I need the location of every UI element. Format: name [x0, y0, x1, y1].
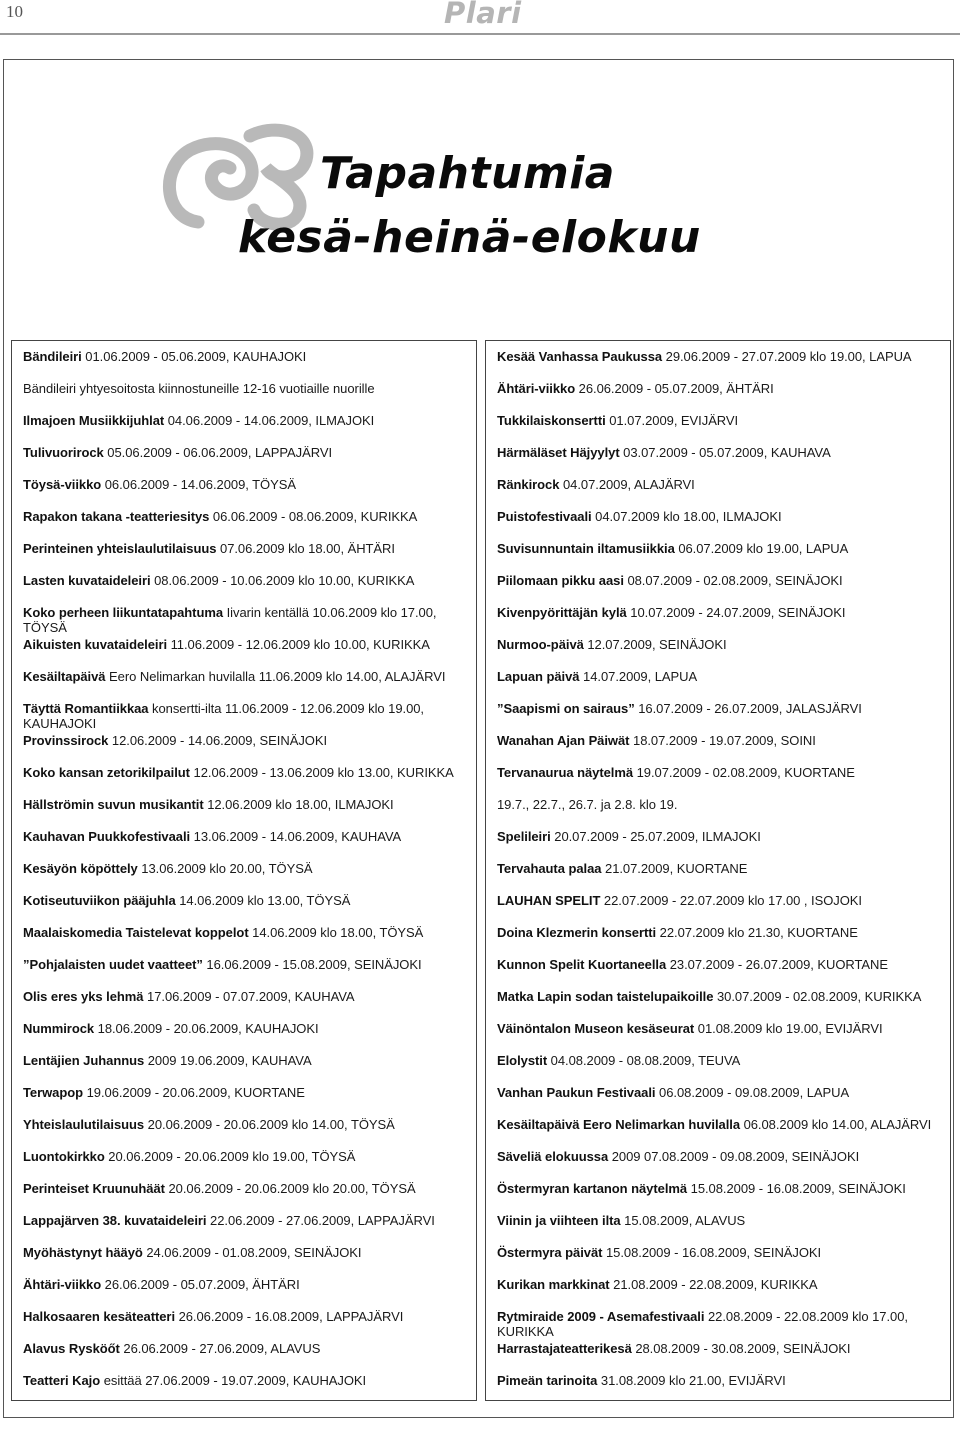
event-item	[23, 668, 476, 700]
event-details: 06.08.2009 - 09.08.2009, LAPUA	[655, 1085, 850, 1100]
event-name: Tervahauta palaa	[497, 861, 602, 876]
event-item	[497, 636, 950, 668]
event-name: Matka Lapin sodan taistelupaikoille	[497, 989, 714, 1004]
event-item	[497, 1372, 950, 1404]
event-details: 19.7., 22.7., 26.7. ja 2.8. klo 19.	[497, 797, 678, 812]
event-details: 12.07.2009, SEINÄJOKI	[583, 637, 727, 652]
event-item	[497, 1116, 950, 1148]
event-item	[23, 1308, 476, 1340]
event-details: 14.06.2009 klo 13.00, TÖYSÄ	[175, 893, 351, 908]
event-item	[23, 348, 476, 380]
event-name: Kesää Vanhassa Paukussa	[497, 349, 663, 364]
event-details: 01.08.2009 klo 19.00, EVIJÄRVI	[694, 1021, 883, 1036]
event-name: Alavus Rysköőt	[23, 1341, 120, 1356]
event-item	[23, 1244, 476, 1276]
event-name: Perinteiset Kruunuhäät	[23, 1181, 165, 1196]
event-name: Nurmoo-päivä	[497, 637, 584, 652]
event-name: Östermyra päivät	[497, 1245, 603, 1260]
event-name: Kunnon Spelit Kuortaneella	[497, 957, 667, 972]
event-details: 30.07.2009 - 02.08.2009, KURIKKA	[713, 989, 922, 1004]
event-name: Kurikan markkinat	[497, 1277, 610, 1292]
event-name: Tulivuorirock	[23, 445, 104, 460]
event-details: 13.06.2009 klo 20.00, TÖYSÄ	[137, 861, 313, 876]
event-name: LAUHAN SPELIT	[497, 893, 601, 908]
event-details: 12.06.2009 - 13.06.2009 klo 13.00, KURIKKA	[189, 765, 454, 780]
event-name: Lentäjien Juhannus	[23, 1053, 145, 1068]
event-item	[23, 476, 476, 508]
event-item	[497, 1276, 950, 1308]
event-item	[23, 1212, 476, 1244]
header-rule	[0, 33, 960, 35]
event-name: Lasten kuvataideleiri	[23, 573, 151, 588]
event-name: Viinin ja viihteen ilta	[497, 1213, 621, 1228]
event-name: Myöhästynyt hääyö	[23, 1245, 143, 1260]
event-name: Kesäiltapäivä	[23, 669, 106, 684]
event-name: Wanahan Ajan Päiwät	[497, 733, 630, 748]
event-item	[497, 956, 950, 988]
event-name: Rapakon takana -teatteriesitys	[23, 509, 210, 524]
event-name: Perinteinen yhteislaulutilaisuus	[23, 541, 217, 556]
event-item	[497, 1244, 950, 1276]
event-details: 14.07.2009, LAPUA	[579, 669, 698, 684]
event-name: Terwapop	[23, 1085, 84, 1100]
event-item	[497, 860, 950, 892]
event-details: 2009 19.06.2009, KAUHAVA	[144, 1053, 312, 1068]
event-item	[23, 444, 476, 476]
event-name: Rytmiraide 2009 - Asemafestivaali	[497, 1309, 705, 1324]
event-item	[23, 604, 476, 636]
event-details: esittää 27.06.2009 - 19.07.2009, KAUHAJOKI	[100, 1373, 367, 1388]
event-name: Kotiseutuviikon pääjuhla	[23, 893, 176, 908]
event-details: 23.07.2009 - 26.07.2009, KUORTANE	[666, 957, 889, 972]
event-name: Tukkilaiskonsertti	[497, 413, 606, 428]
event-item	[497, 412, 950, 444]
event-details: 01.07.2009, EVIJÄRVI	[605, 413, 739, 428]
event-item	[23, 860, 476, 892]
event-name: Luontokirkko	[23, 1149, 105, 1164]
event-item	[497, 380, 950, 412]
event-item	[497, 1020, 950, 1052]
event-item	[497, 892, 950, 924]
publication-name: Plari	[444, 0, 522, 30]
event-name: Teatteri Kajo	[23, 1373, 101, 1388]
event-details: 18.06.2009 - 20.06.2009, KAUHAJOKI	[94, 1021, 319, 1036]
event-name: Lappajärven 38. kuvataideleiri	[23, 1213, 207, 1228]
event-name: Puistofestivaali	[497, 509, 592, 524]
event-details: 01.06.2009 - 05.06.2009, KAUHAJOKI	[81, 349, 307, 364]
events-column-right	[485, 340, 951, 1401]
event-details: 26.06.2009 - 05.07.2009, ÄHTÄRI	[575, 381, 774, 396]
event-item	[23, 1180, 476, 1212]
event-details: 21.07.2009, KUORTANE	[601, 861, 748, 876]
event-item	[23, 540, 476, 572]
event-item	[497, 508, 950, 540]
event-details: 08.06.2009 - 10.06.2009 klo 10.00, KURIKKA	[150, 573, 415, 588]
event-name: Doina Klezmerin konsertti	[497, 925, 657, 940]
event-name: Maalaiskomedia Taistelevat koppelot	[23, 925, 249, 940]
event-details: 03.07.2009 - 05.07.2009, KAUHAVA	[619, 445, 831, 460]
event-details: 12.06.2009 klo 18.00, ILMAJOKI	[203, 797, 394, 812]
event-item	[23, 1148, 476, 1180]
event-item	[497, 668, 950, 700]
event-details: 11.06.2009 - 12.06.2009 klo 10.00, KURIKKA	[167, 637, 430, 652]
event-details: 05.06.2009 - 06.06.2009, LAPPAJÄRVI	[103, 445, 333, 460]
event-item	[497, 444, 950, 476]
event-details: 06.06.2009 - 14.06.2009, TÖYSÄ	[101, 477, 296, 492]
event-name: Koko kansan zetorikilpailut	[23, 765, 190, 780]
event-name: Aikuisten kuvataideleiri	[23, 637, 168, 652]
event-item	[23, 572, 476, 604]
event-name: Nummirock	[23, 1021, 95, 1036]
event-item	[497, 988, 950, 1020]
event-item	[497, 764, 950, 796]
event-item	[23, 924, 476, 956]
event-details: 20.06.2009 - 20.06.2009 klo 19.00, TÖYSÄ	[104, 1149, 356, 1164]
event-item	[23, 700, 476, 732]
event-item	[497, 348, 950, 380]
event-name: Kauhavan Puukkofestivaali	[23, 829, 191, 844]
event-name: Härmäläset Häjyylyt	[497, 445, 620, 460]
event-name: ”Saapismi on sairaus”	[497, 701, 635, 716]
event-name: Spelileiri	[497, 829, 551, 844]
event-details: 15.08.2009 - 16.08.2009, SEINÄJOKI	[687, 1181, 906, 1196]
event-details: 20.07.2009 - 25.07.2009, ILMAJOKI	[550, 829, 761, 844]
event-details: 2009 07.08.2009 - 09.08.2009, SEINÄJOKI	[608, 1149, 860, 1164]
event-item	[23, 1116, 476, 1148]
event-details: 18.07.2009 - 19.07.2009, SOINI	[629, 733, 816, 748]
event-details: 15.08.2009, ALAVUS	[620, 1213, 746, 1228]
event-item	[23, 1276, 476, 1308]
event-name: Piilomaan pikku aasi	[497, 573, 624, 588]
page-title: Tapahtumia	[320, 148, 615, 199]
event-name: Bändileiri	[23, 349, 82, 364]
event-item	[497, 796, 950, 828]
event-name: Töysä-viikko	[23, 477, 102, 492]
event-details: 04.07.2009 klo 18.00, ILMAJOKI	[591, 509, 782, 524]
event-details: 22.07.2009 klo 21.30, KUORTANE	[656, 925, 858, 940]
event-item	[497, 1340, 950, 1372]
event-name: Hällströmin suvun musikantit	[23, 797, 204, 812]
event-item	[497, 1180, 950, 1212]
event-item	[497, 476, 950, 508]
event-name: Pimeän tarinoita	[497, 1373, 598, 1388]
page-number: 10	[6, 2, 23, 21]
event-item	[23, 956, 476, 988]
event-details: 16.06.2009 - 15.08.2009, SEINÄJOKI	[202, 957, 422, 972]
event-details: 29.06.2009 - 27.07.2009 klo 19.00, LAPUA	[662, 349, 912, 364]
event-name: Östermyran kartanon näytelmä	[497, 1181, 688, 1196]
event-details: 06.08.2009 klo 14.00, ALAJÄRVI	[740, 1117, 932, 1132]
event-item	[497, 732, 950, 764]
page-subtitle: kesä-heinä-elokuu	[238, 212, 701, 263]
event-name: Koko perheen liikuntatapahtuma	[23, 605, 224, 620]
event-details: Eero Nelimarkan huvilalla 11.06.2009 klo 14.00, ALAJÄRVI	[105, 669, 446, 684]
event-item	[497, 1308, 950, 1340]
event-item	[497, 1084, 950, 1116]
event-name: Ähtäri-viikko	[497, 381, 576, 396]
event-item	[23, 412, 476, 444]
event-item	[497, 604, 950, 636]
event-details: 22.08.2009 - 22.08.2009 klo 17.00, KURIKKA	[497, 1309, 908, 1339]
event-name: Kivenpyörittäjän kylä	[497, 605, 627, 620]
event-item	[23, 828, 476, 860]
event-item	[497, 1148, 950, 1180]
event-item	[23, 1340, 476, 1372]
event-name: Yhteislaulutilaisuus	[23, 1117, 145, 1132]
event-name: Ilmajoen Musiikkijuhlat	[23, 413, 165, 428]
event-details: 26.06.2009 - 16.08.2009, LAPPAJÄRVI	[175, 1309, 404, 1324]
event-item	[497, 540, 950, 572]
event-name: Harrastajateatterikesä	[497, 1341, 632, 1356]
event-details: 24.06.2009 - 01.08.2009, SEINÄJOKI	[142, 1245, 362, 1260]
event-details: 21.08.2009 - 22.08.2009, KURIKKA	[609, 1277, 818, 1292]
event-details: 20.06.2009 - 20.06.2009 klo 20.00, TÖYSÄ	[164, 1181, 416, 1196]
event-item	[497, 924, 950, 956]
event-details: 17.06.2009 - 07.07.2009, KAUHAVA	[143, 989, 355, 1004]
event-details: 16.07.2009 - 26.07.2009, JALASJÄRVI	[634, 701, 862, 716]
event-item	[23, 1020, 476, 1052]
event-details: 12.06.2009 - 14.06.2009, SEINÄJOKI	[108, 733, 328, 748]
event-details: 20.06.2009 - 20.06.2009 klo 14.00, TÖYSÄ	[144, 1117, 395, 1132]
event-details: 04.08.2009 - 08.08.2009, TEUVA	[547, 1053, 741, 1068]
event-name: Ränkirock	[497, 477, 560, 492]
event-details: 22.06.2009 - 27.06.2009, LAPPAJÄRVI	[206, 1213, 435, 1228]
event-details: 26.06.2009 - 27.06.2009, ALAVUS	[119, 1341, 321, 1356]
event-name: Lapuan päivä	[497, 669, 580, 684]
event-item	[23, 636, 476, 668]
event-details: 04.06.2009 - 14.06.2009, ILMAJOKI	[164, 413, 375, 428]
event-details: Bändileiri yhtyesoitosta kiinnostuneille 12-16 vuotiaille nuorille	[23, 381, 375, 396]
event-item	[23, 732, 476, 764]
event-name: Tervanaurua näytelmä	[497, 765, 634, 780]
event-item	[497, 1052, 950, 1084]
event-details: Iivarin kentällä 10.06.2009 klo 17.00, TÖYSÄ	[23, 605, 437, 635]
event-item	[23, 508, 476, 540]
event-name: Elolystit	[497, 1053, 548, 1068]
event-item	[497, 700, 950, 732]
event-item	[23, 796, 476, 828]
event-details: 13.06.2009 - 14.06.2009, KAUHAVA	[190, 829, 402, 844]
event-details: 06.07.2009 klo 19.00, LAPUA	[674, 541, 849, 556]
event-item	[23, 1052, 476, 1084]
event-details: 22.07.2009 - 22.07.2009 klo 17.00 , ISOJOKI	[600, 893, 862, 908]
event-item	[497, 1212, 950, 1244]
event-name: Väinöntalon Museon kesäseurat	[497, 1021, 695, 1036]
event-details: 28.08.2009 - 30.08.2009, SEINÄJOKI	[631, 1341, 851, 1356]
event-details: 26.06.2009 - 05.07.2009, ÄHTÄRI	[101, 1277, 300, 1292]
events-column-left	[11, 340, 477, 1401]
event-name: Olis eres yks lehmä	[23, 989, 144, 1004]
event-details: konsertti-ilta 11.06.2009 - 12.06.2009 klo 19.00, KAUHAJOKI	[23, 701, 424, 731]
event-item	[23, 892, 476, 924]
event-name: Säveliä elokuussa	[497, 1149, 609, 1164]
event-item	[23, 988, 476, 1020]
event-name: Kesäyön köpöttely	[23, 861, 138, 876]
event-item	[497, 828, 950, 860]
event-details: 08.07.2009 - 02.08.2009, SEINÄJOKI	[623, 573, 843, 588]
event-item	[23, 380, 476, 412]
event-name: Kesäiltapäivä Eero Nelimarkan huvilalla	[497, 1117, 741, 1132]
event-details: 10.07.2009 - 24.07.2009, SEINÄJOKI	[626, 605, 846, 620]
event-name: Suvisunnuntain iltamusiikkia	[497, 541, 675, 556]
event-name: Vanhan Paukun Festivaali	[497, 1085, 656, 1100]
event-details: 14.06.2009 klo 18.00, TÖYSÄ	[248, 925, 424, 940]
event-name: Provinssirock	[23, 733, 109, 748]
event-name: Täyttä Romantiikkaa	[23, 701, 149, 716]
event-details: 15.08.2009 - 16.08.2009, SEINÄJOKI	[602, 1245, 822, 1260]
event-details: 19.07.2009 - 02.08.2009, KUORTANE	[633, 765, 855, 780]
event-details: 04.07.2009, ALAJÄRVI	[559, 477, 695, 492]
event-name: Ähtäri-viikko	[23, 1277, 102, 1292]
event-details: 07.06.2009 klo 18.00, ÄHTÄRI	[216, 541, 395, 556]
event-details: 31.08.2009 klo 21.00, EVIJÄRVI	[597, 1373, 786, 1388]
event-name: Halkosaaren kesäteatteri	[23, 1309, 176, 1324]
event-item	[23, 1372, 476, 1404]
event-details: 19.06.2009 - 20.06.2009, KUORTANE	[83, 1085, 305, 1100]
event-name: ”Pohjalaisten uudet vaatteet”	[23, 957, 203, 972]
event-item	[23, 764, 476, 796]
event-details: 06.06.2009 - 08.06.2009, KURIKKA	[209, 509, 418, 524]
event-item	[23, 1084, 476, 1116]
event-item	[497, 572, 950, 604]
